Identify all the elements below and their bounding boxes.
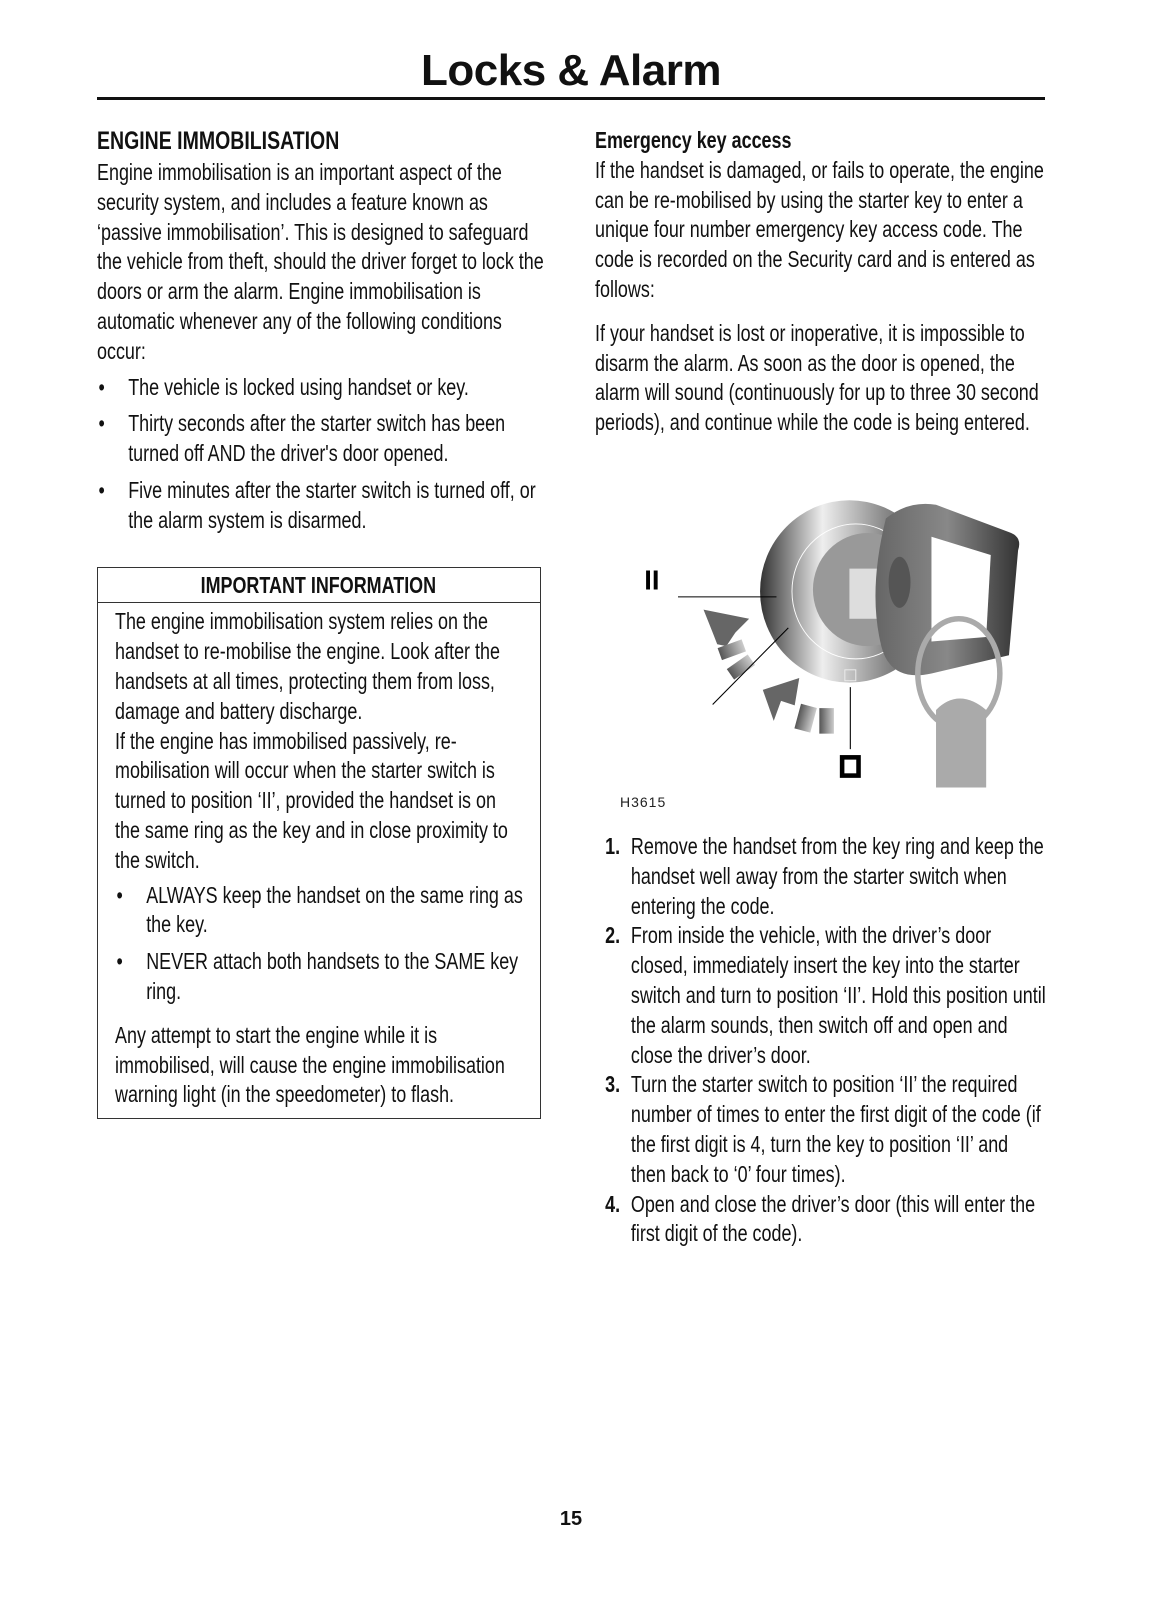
left-column [97,126,545,1119]
key-icon [875,504,1019,788]
page-title: Locks & Alarm [421,46,721,95]
info-box-header [98,568,540,604]
step-item [595,1070,1047,1189]
list-item: • NEVER attach both handsets to the SAME key ring. [115,947,525,1007]
steps-list [595,832,1047,1249]
ignition-key-illustration [595,482,1040,792]
paragraph: If the handset is damaged, or fails to operate, the engine can be re-mobilised by using the starter key to enter a unique four number emergency key access code. The code is recorded on the Security card and is entered as follows: [595,156,1044,302]
step-text: Open and close the driver’s door (this will enter the first digit of the code). [630,1190,1036,1247]
page-number: 15 [559,1508,583,1530]
step-item [595,1190,1047,1250]
step-number: 3. [605,1071,621,1098]
right-text-block [595,126,1047,438]
step-item [595,832,1047,921]
step-text: Remove the handset from the key ring and keep the handset well away from the starter switch when entering the code. [630,832,1044,919]
right-column [595,126,1047,1249]
important-info-box [97,567,541,1120]
step-text: Turn the starter switch to position ‘II’ the required number of times to enter the first digit of the code (if the first digit is 4, turn the key to position ‘II’ and then back to ‘0’ four times). [630,1071,1041,1187]
subsection-heading: Emergency key access [595,127,792,153]
list-item: • The vehicle is locked using handset or key. [97,373,545,403]
intro-paragraph: Engine immobilisation is an important aspect of the security system, and includes a feature known as ‘passive immobilisation’. This is designed to safeguard the vehicle from theft, should the driver forget to lock the doors or arm the alarm. Engine immobilisation is automatic whenever any of the following conditions occur: [97,159,544,364]
step-number: 2. [605,922,621,949]
info-paragraph: The engine immobilisation system relies on the handset to re-mobilise the engine. Look after the handsets at all times, protecting them from loss, damage and battery discharge. [115,608,500,724]
info-paragraph: Any attempt to start the engine while it is immobilised, will cause the engine immobilisation warning light (in the speedometer) to flash. [115,1021,505,1108]
step-item [595,921,1047,1070]
list-item: • Thirty seconds after the starter switch has been turned off AND the driver's door opened. [97,409,545,469]
section-heading: ENGINE IMMOBILISATION [97,127,340,155]
figure-label: H3615 [620,793,667,810]
conditions-list [97,373,545,536]
position-0-marker [842,757,858,775]
step-number: 4. [605,1190,621,1217]
position-ii-label: II [644,564,660,596]
left-text-block [97,126,545,543]
title-rule [97,97,1045,100]
step-number: 1. [605,832,621,859]
paragraph: If your handset is lost or inoperative, it is impossible to disarm the alarm. As soon as the door is opened, the alarm will sound (continuously for up to three 30 second periods), and continue while the code is being entered. [595,319,1039,436]
info-box-text [115,607,525,1110]
info-box-body [98,603,540,1118]
list-item: • Five minutes after the starter switch is turned off, or the alarm system is disarmed. [97,476,545,536]
step-text: From inside the vehicle, with the driver’s door closed, immediately insert the key into the starter switch and turn to position ‘II’. Hold this position until the alarm sounds, then switch off and open and close the driver’s door. [630,922,1046,1068]
list-item: • ALWAYS keep the handset on the same ring as the key. [115,881,525,941]
info-box-heading: IMPORTANT INFORMATION [200,571,437,598]
info-paragraph: If the engine has immobilised passively, re-mobilisation will occur when the starter switch is turned to position ‘II’, provided the handset is on the same ring as the key and in close proximity to the switch. [115,727,508,873]
